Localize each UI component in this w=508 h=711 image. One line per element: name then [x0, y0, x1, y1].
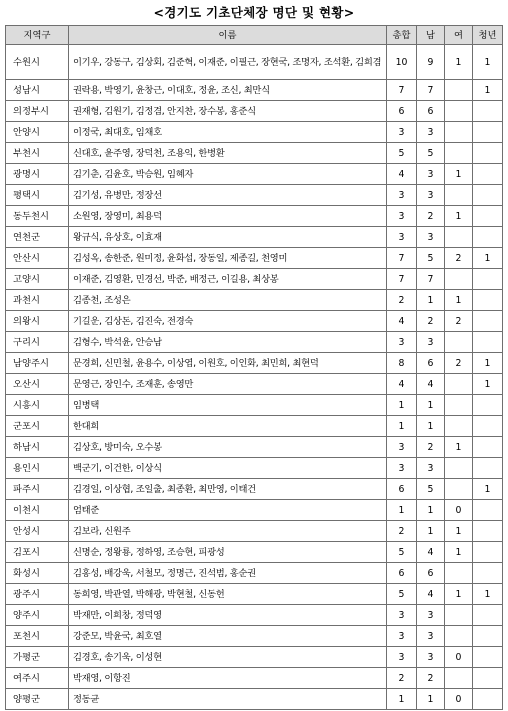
male-cell: 3 [417, 458, 445, 479]
youth-cell: 1 [473, 353, 503, 374]
total-cell: 1 [387, 500, 417, 521]
table-row [6, 101, 503, 122]
names-cell: 강준모, 박윤국, 최호열 [69, 626, 387, 647]
region-cell: 포천시 [6, 626, 69, 647]
table-row [6, 584, 503, 605]
table-row [6, 143, 503, 164]
header-region: 지역구 [6, 26, 69, 45]
table-row [6, 626, 503, 647]
table-row [6, 605, 503, 626]
youth-cell [473, 605, 503, 626]
region-cell: 시흥시 [6, 395, 69, 416]
region-cell: 여주시 [6, 668, 69, 689]
header-names: 이름 [69, 26, 387, 45]
region-cell: 의왕시 [6, 311, 69, 332]
female-cell [445, 122, 473, 143]
region-cell: 오산시 [6, 374, 69, 395]
names-cell: 김경호, 송기욱, 이성현 [69, 647, 387, 668]
youth-cell [473, 164, 503, 185]
youth-cell [473, 311, 503, 332]
table-header-row [6, 26, 503, 45]
female-cell: 2 [445, 353, 473, 374]
youth-cell: 1 [473, 248, 503, 269]
female-cell: 1 [445, 45, 473, 80]
total-cell: 2 [387, 521, 417, 542]
table-row [6, 248, 503, 269]
youth-cell [473, 500, 503, 521]
header-youth: 청년 [473, 26, 503, 45]
male-cell: 4 [417, 542, 445, 563]
male-cell: 3 [417, 185, 445, 206]
male-cell: 1 [417, 416, 445, 437]
region-cell: 안양시 [6, 122, 69, 143]
region-cell: 남양주시 [6, 353, 69, 374]
table-row [6, 689, 503, 710]
total-cell: 5 [387, 143, 417, 164]
table-row [6, 269, 503, 290]
youth-cell [473, 143, 503, 164]
table-row [6, 290, 503, 311]
youth-cell [473, 647, 503, 668]
region-cell: 수원시 [6, 45, 69, 80]
region-cell: 김포시 [6, 542, 69, 563]
youth-cell [473, 458, 503, 479]
female-cell: 2 [445, 248, 473, 269]
region-cell: 성남시 [6, 80, 69, 101]
names-cell: 김종천, 조성은 [69, 290, 387, 311]
total-cell: 4 [387, 311, 417, 332]
region-cell: 연천군 [6, 227, 69, 248]
table-row [6, 647, 503, 668]
names-cell: 박재만, 이희창, 정덕영 [69, 605, 387, 626]
female-cell: 1 [445, 206, 473, 227]
youth-cell [473, 689, 503, 710]
region-cell: 화성시 [6, 563, 69, 584]
region-cell: 광명시 [6, 164, 69, 185]
male-cell: 2 [417, 668, 445, 689]
total-cell: 7 [387, 269, 417, 290]
region-cell: 하남시 [6, 437, 69, 458]
table-row [6, 395, 503, 416]
region-cell: 과천시 [6, 290, 69, 311]
header-total: 총합 [387, 26, 417, 45]
youth-cell [473, 122, 503, 143]
female-cell [445, 626, 473, 647]
region-cell: 양평군 [6, 689, 69, 710]
table-row [6, 458, 503, 479]
youth-cell [473, 563, 503, 584]
region-cell: 양주시 [6, 605, 69, 626]
table-row [6, 311, 503, 332]
total-cell: 2 [387, 668, 417, 689]
total-cell: 2 [387, 290, 417, 311]
total-cell: 7 [387, 80, 417, 101]
table-row [6, 353, 503, 374]
region-cell: 고양시 [6, 269, 69, 290]
names-cell: 김상호, 방미숙, 오수봉 [69, 437, 387, 458]
male-cell: 6 [417, 353, 445, 374]
male-cell: 3 [417, 647, 445, 668]
male-cell: 4 [417, 374, 445, 395]
total-cell: 3 [387, 647, 417, 668]
total-cell: 4 [387, 374, 417, 395]
names-cell: 이재준, 김영환, 민경선, 박준, 배정근, 이길용, 최상봉 [69, 269, 387, 290]
female-cell: 1 [445, 164, 473, 185]
names-cell: 신명순, 정왕룡, 정하영, 조승현, 피광성 [69, 542, 387, 563]
table-row [6, 122, 503, 143]
region-cell: 군포시 [6, 416, 69, 437]
names-cell: 신대호, 윤주영, 장덕천, 조용익, 한병환 [69, 143, 387, 164]
region-cell: 동두천시 [6, 206, 69, 227]
male-cell: 1 [417, 500, 445, 521]
youth-cell [473, 290, 503, 311]
youth-cell: 1 [473, 584, 503, 605]
names-cell: 동희영, 박관열, 박해광, 박현철, 신동헌 [69, 584, 387, 605]
names-cell: 이정국, 최대호, 임채호 [69, 122, 387, 143]
region-cell: 가평군 [6, 647, 69, 668]
male-cell: 5 [417, 143, 445, 164]
female-cell: 0 [445, 647, 473, 668]
total-cell: 3 [387, 185, 417, 206]
total-cell: 6 [387, 101, 417, 122]
female-cell: 0 [445, 689, 473, 710]
female-cell [445, 458, 473, 479]
male-cell: 1 [417, 395, 445, 416]
table-row [6, 416, 503, 437]
total-cell: 6 [387, 479, 417, 500]
header-male: 남 [417, 26, 445, 45]
male-cell: 7 [417, 269, 445, 290]
table-row [6, 164, 503, 185]
names-cell: 권락용, 박영기, 윤창근, 이대호, 정윤, 조신, 최만식 [69, 80, 387, 101]
female-cell [445, 605, 473, 626]
female-cell [445, 227, 473, 248]
names-cell: 김기춘, 김윤호, 박승원, 임혜자 [69, 164, 387, 185]
names-cell: 박재영, 이항진 [69, 668, 387, 689]
table-row [6, 332, 503, 353]
youth-cell [473, 542, 503, 563]
female-cell [445, 185, 473, 206]
youth-cell: 1 [473, 45, 503, 80]
table-row [6, 45, 503, 80]
youth-cell [473, 668, 503, 689]
male-cell: 4 [417, 584, 445, 605]
total-cell: 3 [387, 227, 417, 248]
male-cell: 3 [417, 164, 445, 185]
names-cell: 왕규식, 유상호, 이효재 [69, 227, 387, 248]
female-cell [445, 332, 473, 353]
total-cell: 6 [387, 563, 417, 584]
mayor-table [5, 25, 503, 710]
table-row [6, 500, 503, 521]
youth-cell [473, 269, 503, 290]
header-female: 여 [445, 26, 473, 45]
names-cell: 김기성, 유병만, 정장선 [69, 185, 387, 206]
total-cell: 1 [387, 395, 417, 416]
region-cell: 부천시 [6, 143, 69, 164]
male-cell: 2 [417, 311, 445, 332]
male-cell: 1 [417, 689, 445, 710]
table-row [6, 374, 503, 395]
youth-cell: 1 [473, 374, 503, 395]
page-title: <경기도 기초단체장 명단 및 현황> [153, 5, 355, 20]
male-cell: 2 [417, 206, 445, 227]
male-cell: 3 [417, 227, 445, 248]
names-cell: 이기우, 강동구, 김상회, 김준혁, 이재준, 이필근, 장현국, 조명자, 조석환, 김희겸 [69, 45, 387, 80]
female-cell [445, 374, 473, 395]
region-cell: 평택시 [6, 185, 69, 206]
table-row [6, 227, 503, 248]
total-cell: 10 [387, 45, 417, 80]
table-row [6, 80, 503, 101]
region-cell: 안성시 [6, 521, 69, 542]
names-cell: 정동균 [69, 689, 387, 710]
female-cell [445, 479, 473, 500]
youth-cell [473, 395, 503, 416]
names-cell: 백군기, 이건한, 이상식 [69, 458, 387, 479]
male-cell: 6 [417, 101, 445, 122]
total-cell: 7 [387, 248, 417, 269]
total-cell: 1 [387, 416, 417, 437]
female-cell: 1 [445, 521, 473, 542]
table-row [6, 668, 503, 689]
female-cell [445, 269, 473, 290]
youth-cell [473, 521, 503, 542]
region-cell: 이천시 [6, 500, 69, 521]
total-cell: 3 [387, 458, 417, 479]
youth-cell [473, 332, 503, 353]
names-cell: 문영근, 장인수, 조재훈, 송영만 [69, 374, 387, 395]
total-cell: 5 [387, 542, 417, 563]
female-cell [445, 101, 473, 122]
youth-cell [473, 206, 503, 227]
names-cell: 기길운, 김상돈, 김진숙, 전경숙 [69, 311, 387, 332]
youth-cell [473, 227, 503, 248]
total-cell: 3 [387, 122, 417, 143]
names-cell: 문경희, 신민철, 윤용수, 이상엽, 이원호, 이인화, 최민희, 최현덕 [69, 353, 387, 374]
male-cell: 3 [417, 626, 445, 647]
region-cell: 파주시 [6, 479, 69, 500]
male-cell: 1 [417, 290, 445, 311]
female-cell [445, 143, 473, 164]
total-cell: 3 [387, 626, 417, 647]
names-cell: 김형수, 박석윤, 안승남 [69, 332, 387, 353]
table-row [6, 437, 503, 458]
names-cell: 김홍성, 배강욱, 서철모, 정명근, 진석범, 홍순권 [69, 563, 387, 584]
table-row [6, 521, 503, 542]
names-cell: 권재형, 김원기, 김정겸, 안지찬, 장수봉, 홍준식 [69, 101, 387, 122]
region-cell: 광주시 [6, 584, 69, 605]
female-cell [445, 416, 473, 437]
youth-cell [473, 101, 503, 122]
male-cell: 2 [417, 437, 445, 458]
youth-cell [473, 626, 503, 647]
male-cell: 3 [417, 122, 445, 143]
region-cell: 의정부시 [6, 101, 69, 122]
male-cell: 9 [417, 45, 445, 80]
total-cell: 8 [387, 353, 417, 374]
total-cell: 1 [387, 689, 417, 710]
region-cell: 용인시 [6, 458, 69, 479]
female-cell [445, 395, 473, 416]
table-row [6, 479, 503, 500]
table-row [6, 563, 503, 584]
female-cell: 1 [445, 437, 473, 458]
region-cell: 구리시 [6, 332, 69, 353]
male-cell: 5 [417, 248, 445, 269]
male-cell: 7 [417, 80, 445, 101]
total-cell: 3 [387, 332, 417, 353]
names-cell: 한대희 [69, 416, 387, 437]
total-cell: 5 [387, 584, 417, 605]
names-cell: 소원영, 장영미, 최용덕 [69, 206, 387, 227]
female-cell [445, 563, 473, 584]
youth-cell: 1 [473, 80, 503, 101]
region-cell: 안산시 [6, 248, 69, 269]
total-cell: 3 [387, 206, 417, 227]
total-cell: 3 [387, 437, 417, 458]
male-cell: 1 [417, 521, 445, 542]
names-cell: 김보라, 신원주 [69, 521, 387, 542]
female-cell: 0 [445, 500, 473, 521]
male-cell: 6 [417, 563, 445, 584]
male-cell: 3 [417, 605, 445, 626]
names-cell: 김경일, 이상협, 조일출, 최종환, 최만영, 이태건 [69, 479, 387, 500]
youth-cell [473, 437, 503, 458]
youth-cell [473, 185, 503, 206]
female-cell [445, 668, 473, 689]
names-cell: 임병택 [69, 395, 387, 416]
table-row [6, 185, 503, 206]
youth-cell [473, 416, 503, 437]
female-cell: 1 [445, 542, 473, 563]
youth-cell: 1 [473, 479, 503, 500]
female-cell: 1 [445, 584, 473, 605]
female-cell: 1 [445, 290, 473, 311]
total-cell: 4 [387, 164, 417, 185]
male-cell: 3 [417, 332, 445, 353]
female-cell [445, 80, 473, 101]
table-row [6, 206, 503, 227]
table-row [6, 542, 503, 563]
male-cell: 5 [417, 479, 445, 500]
names-cell: 엄태준 [69, 500, 387, 521]
total-cell: 3 [387, 605, 417, 626]
female-cell: 2 [445, 311, 473, 332]
names-cell: 김성옥, 송한준, 원미정, 윤화섭, 장동일, 제종길, 천영미 [69, 248, 387, 269]
